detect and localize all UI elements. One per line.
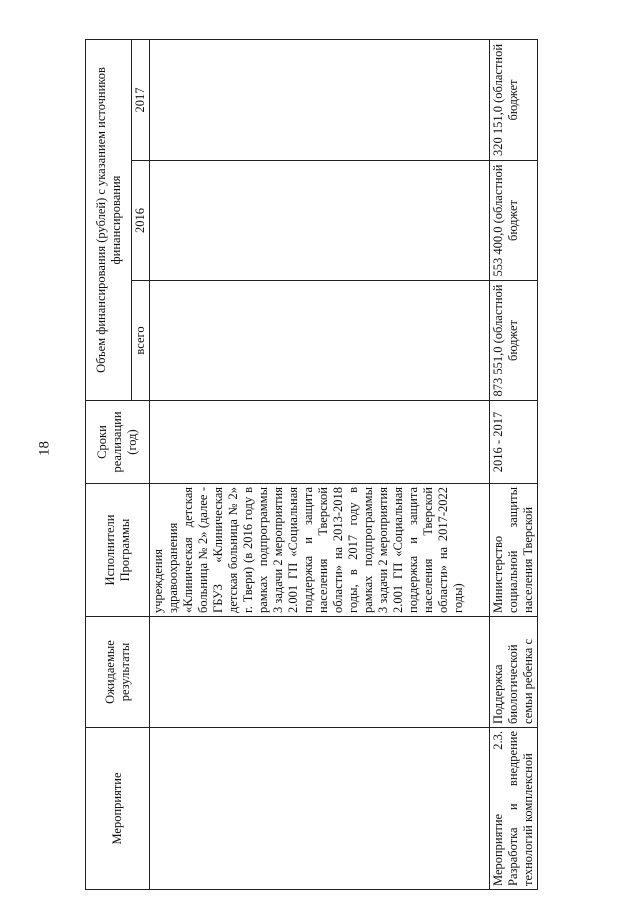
row1-executor: учреждения здравоохранения «Клиническая детская больница № 2» (далее - ГБУЗ «Клиническая детская больница № 2» г. Твери) (в 2016 году в рамках подпрограммы 3 задачи 2 мероприятия 2.001 ГП «Социальная поддержка и защита населения Тверской области» на 2013-2018 годы, в 2017 году в рамках подпрограммы 3 задачи 2 мероприятия 2.001 ГП «Социальная поддержка и защита населения Тверской области» на 2017-2022 годы)	[150, 484, 490, 617]
row2-2016: 553 400,0 (областной бюджет	[490, 161, 538, 281]
page-number: 18	[36, 441, 53, 456]
row1-period	[150, 401, 490, 484]
row2-measure: Мероприятие 2.3. Разработка и внедрение технологий комплексной	[490, 728, 538, 890]
header-2016: 2016	[132, 161, 150, 281]
row2-period: 2016 - 2017	[490, 401, 538, 484]
program-table	[85, 39, 538, 890]
header-executors: Исполнители Программы	[86, 484, 150, 617]
row2-executor: Министерство социальной защиты населения Тверской	[490, 484, 538, 617]
header-measure: Мероприятие	[86, 728, 150, 890]
row1-measure	[150, 728, 490, 890]
header-total: всего	[132, 281, 150, 401]
row1-2016	[150, 161, 490, 281]
table-row	[150, 39, 490, 889]
row1-2017	[150, 39, 490, 160]
header-2017: 2017	[132, 39, 150, 160]
row2-results: Поддержка биологической семьи ребенка с	[490, 617, 538, 728]
header-period: Сроки реализации (год)	[86, 401, 150, 484]
row2-2017: 320 151,0 (областной бюджет	[490, 39, 538, 160]
header-results: Ожидаемые результаты	[86, 617, 150, 728]
header-funding: Объем финансирования (рублей) с указанием источников финансирования	[86, 39, 132, 400]
row2-total: 873 551,0 (областной бюджет	[490, 281, 538, 401]
table-row	[490, 39, 538, 889]
rotated-sheet	[85, 40, 580, 890]
row1-total	[150, 281, 490, 401]
row1-results	[150, 617, 490, 728]
